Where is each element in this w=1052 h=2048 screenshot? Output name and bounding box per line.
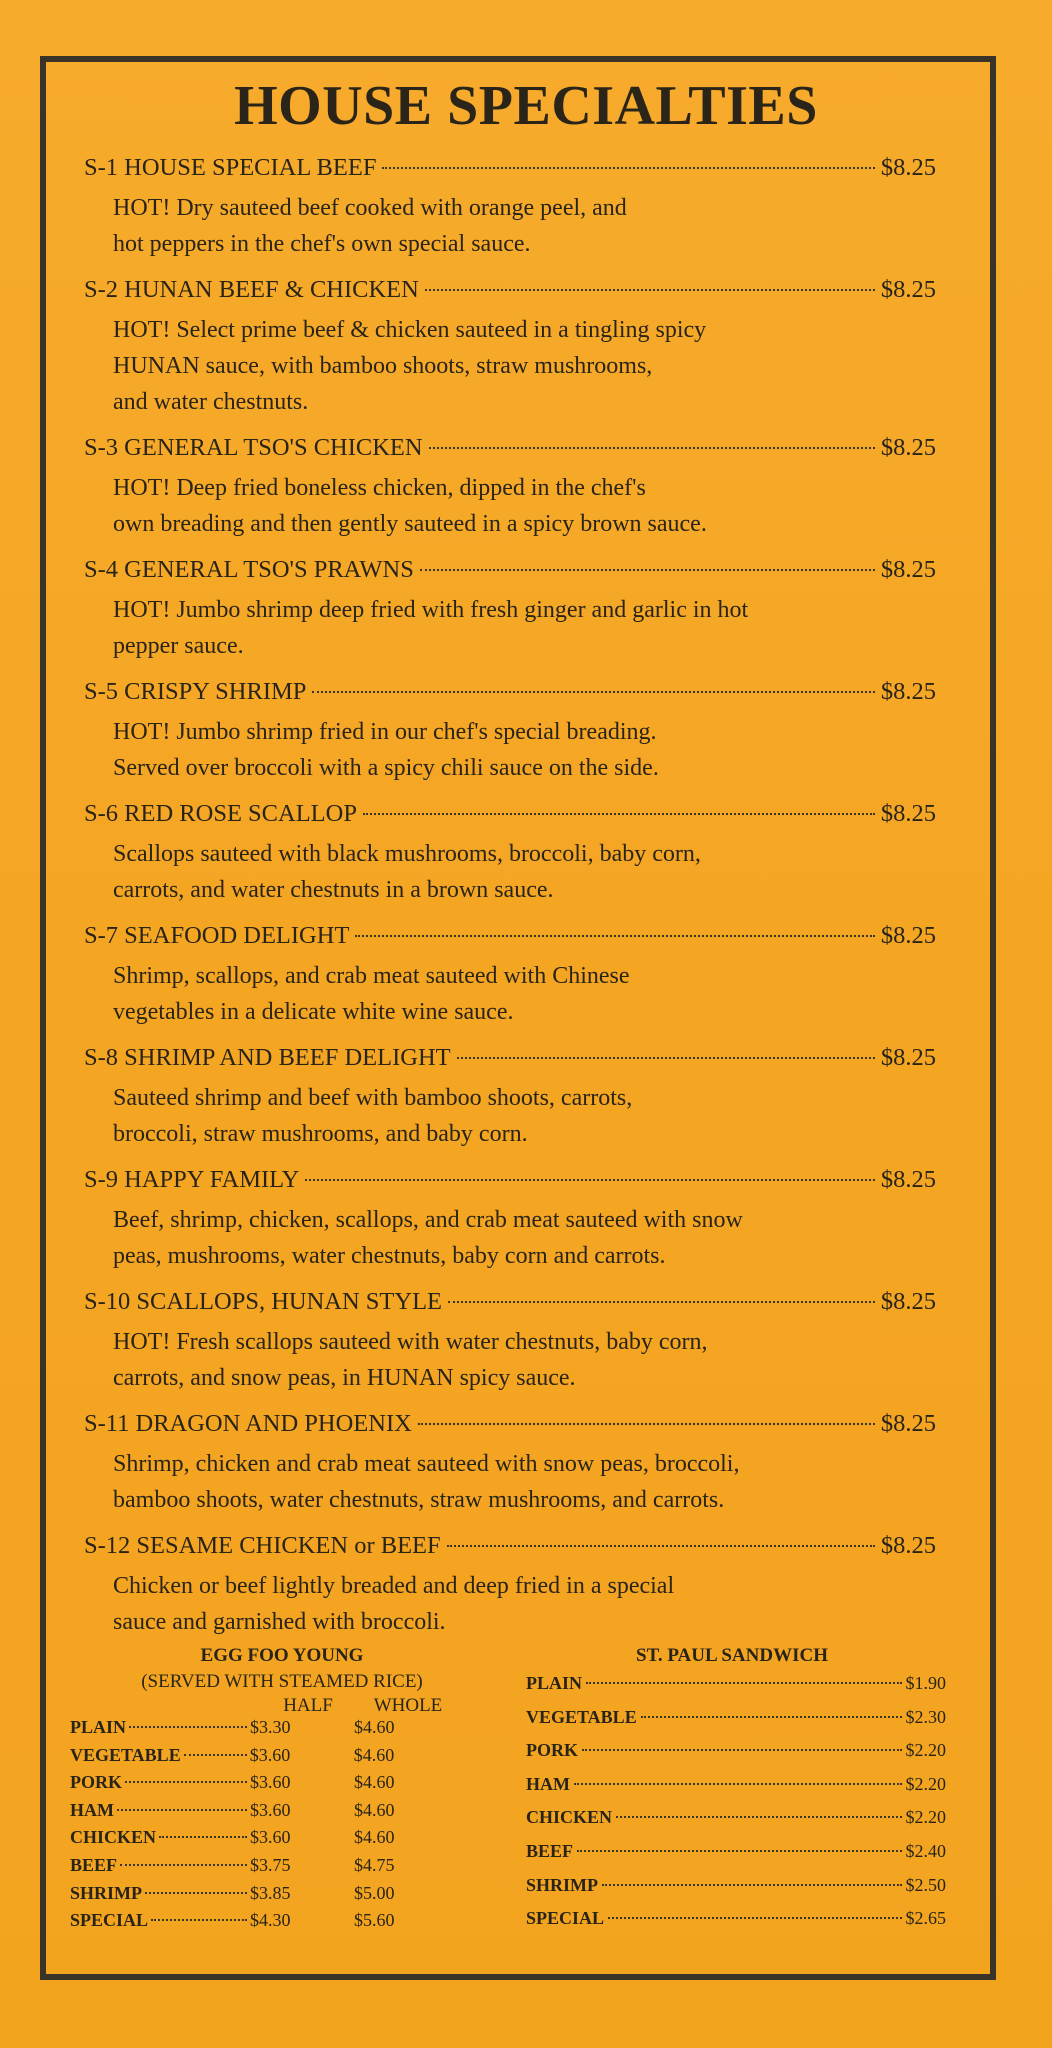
dot-leader bbox=[129, 1726, 247, 1728]
table-row bbox=[70, 1772, 500, 1800]
menu-item-name: S-5 CRISPY SHRIMP bbox=[84, 678, 307, 705]
table-row bbox=[526, 1774, 946, 1808]
half-price: $3.75 bbox=[250, 1854, 291, 1875]
whole-price: $4.60 bbox=[353, 1744, 395, 1765]
table-row bbox=[526, 1841, 946, 1875]
half-price: $3.30 bbox=[250, 1717, 291, 1737]
dot-leader bbox=[582, 1749, 902, 1751]
menu-item-price: $8.25 bbox=[880, 922, 936, 949]
egg-foo-young-column-headers bbox=[70, 1695, 500, 1717]
menu-item-header bbox=[84, 154, 936, 190]
menu-item-description bbox=[113, 714, 933, 786]
menu-item-name: S-3 GENERAL TSO'S CHICKEN bbox=[84, 434, 423, 461]
table-row bbox=[70, 1855, 500, 1883]
menu-item-price: $8.25 bbox=[880, 800, 936, 827]
dot-leader bbox=[363, 813, 875, 815]
dot-leader bbox=[447, 1545, 875, 1547]
description-line: HOT! Select prime beef & chicken sauteed in a tingling spicy bbox=[113, 317, 707, 343]
menu-item-description bbox=[113, 1568, 933, 1640]
dot-leader bbox=[577, 1850, 901, 1852]
table-row bbox=[526, 1807, 946, 1841]
description-line: HOT! Dry sauteed beef cooked with orange peel, and bbox=[113, 195, 627, 221]
menu-item-header bbox=[84, 276, 936, 312]
menu-item-name: S-1 HOUSE SPECIAL BEEF bbox=[84, 154, 377, 181]
description-line: vegetables in a delicate white wine sauce. bbox=[113, 999, 514, 1025]
row-price: $2.50 bbox=[905, 1874, 946, 1895]
row-price: $2.40 bbox=[905, 1840, 946, 1861]
row-name: SHRIMP bbox=[70, 1882, 142, 1903]
menu-item-header bbox=[84, 434, 936, 470]
menu-item bbox=[84, 1410, 936, 1518]
menu-item bbox=[84, 922, 936, 1030]
whole-column-header: WHOLE bbox=[373, 1695, 443, 1716]
row-price: $2.30 bbox=[905, 1706, 946, 1727]
half-price: $3.60 bbox=[250, 1799, 291, 1820]
row-name: PORK bbox=[70, 1772, 122, 1793]
menu-item-header bbox=[84, 678, 936, 714]
dot-leader bbox=[602, 1884, 902, 1886]
menu-item-name: S-7 SEAFOOD DELIGHT bbox=[84, 922, 350, 949]
specialties-list bbox=[84, 154, 936, 1654]
whole-price: $5.60 bbox=[354, 1910, 395, 1931]
menu-item-price: $8.25 bbox=[880, 1166, 936, 1193]
dot-leader bbox=[120, 1864, 247, 1866]
menu-item-description bbox=[113, 470, 933, 542]
half-price: $3.60 bbox=[250, 1772, 291, 1793]
row-name: PORK bbox=[526, 1740, 578, 1761]
dot-leader bbox=[457, 1057, 875, 1059]
dot-leader bbox=[125, 1781, 247, 1783]
description-line: HOT! Fresh scallops sauteed with water chestnuts, baby corn, bbox=[113, 1329, 708, 1355]
menu-item-description bbox=[113, 592, 933, 664]
dot-leader bbox=[608, 1917, 901, 1919]
st-paul-sandwich-title: ST. PAUL SANDWICH bbox=[636, 1645, 828, 1666]
description-line: own breading and then gently sauteed in a spicy brown sauce. bbox=[113, 511, 707, 537]
description-line: and water chestnuts. bbox=[113, 389, 309, 415]
whole-price: $4.60 bbox=[354, 1772, 395, 1793]
dot-leader bbox=[305, 1179, 875, 1181]
egg-foo-young-subtitle: (SERVED WITH STEAMED RICE) bbox=[141, 1671, 423, 1692]
row-name: SHRIMP bbox=[526, 1874, 598, 1895]
whole-price: $5.00 bbox=[354, 1882, 395, 1903]
row-name: HAM bbox=[526, 1773, 570, 1794]
description-line: HUNAN sauce, with bamboo shoots, straw mushrooms, bbox=[113, 353, 653, 379]
menu-item-header bbox=[84, 1410, 936, 1446]
dot-leader bbox=[616, 1816, 901, 1818]
half-price: $4.30 bbox=[250, 1910, 291, 1931]
menu-item-description bbox=[113, 312, 933, 420]
description-line: Shrimp, scallops, and crab meat sauteed with Chinese bbox=[113, 963, 630, 989]
description-line: carrots, and water chestnuts in a brown sauce. bbox=[113, 877, 554, 903]
menu-item bbox=[84, 276, 936, 420]
menu-item bbox=[84, 1166, 936, 1274]
row-name: BEEF bbox=[70, 1854, 118, 1875]
description-line: Shrimp, chicken and crab meat sauteed with snow peas, broccoli, bbox=[113, 1451, 740, 1477]
menu-item-price: $8.25 bbox=[880, 1288, 936, 1315]
dot-leader bbox=[151, 1919, 247, 1921]
menu-item bbox=[84, 800, 936, 908]
description-line: pepper sauce. bbox=[113, 633, 244, 659]
dot-leader bbox=[420, 569, 875, 571]
menu-item-price: $8.25 bbox=[880, 678, 936, 705]
menu-item-name: S-10 SCALLOPS, HUNAN STYLE bbox=[84, 1288, 443, 1315]
menu-item-price: $8.25 bbox=[880, 1532, 936, 1559]
menu-item bbox=[84, 556, 936, 664]
dot-leader bbox=[418, 1423, 875, 1425]
row-name: CHICKEN bbox=[70, 1827, 157, 1848]
dot-leader bbox=[117, 1809, 247, 1811]
dot-leader bbox=[448, 1301, 875, 1303]
menu-item bbox=[84, 1532, 936, 1640]
table-row bbox=[70, 1883, 500, 1911]
description-line: broccoli, straw mushrooms, and baby corn. bbox=[113, 1121, 528, 1147]
menu-item-description bbox=[113, 1324, 933, 1396]
menu-item-header bbox=[84, 1044, 936, 1080]
description-line: HOT! Jumbo shrimp deep fried with fresh ginger and garlic in hot bbox=[113, 597, 749, 623]
egg-foo-young-section bbox=[70, 1645, 500, 1938]
menu-item-name: S-8 SHRIMP AND BEEF DELIGHT bbox=[84, 1044, 451, 1071]
dot-leader bbox=[184, 1754, 247, 1756]
menu-item-price: $8.25 bbox=[880, 434, 936, 461]
menu-item-name: S-6 RED ROSE SCALLOP bbox=[84, 800, 357, 827]
table-row bbox=[526, 1673, 946, 1707]
dot-leader bbox=[429, 447, 875, 449]
menu-item-name: S-4 GENERAL TSO'S PRAWNS bbox=[84, 556, 414, 583]
table-row bbox=[70, 1910, 500, 1938]
menu-item-description bbox=[113, 1202, 933, 1274]
row-name: PLAIN bbox=[526, 1673, 583, 1693]
menu-item bbox=[84, 434, 936, 542]
row-price: $2.20 bbox=[905, 1740, 946, 1761]
table-row bbox=[526, 1875, 946, 1909]
menu-item bbox=[84, 678, 936, 786]
row-price: $2.20 bbox=[905, 1807, 946, 1828]
description-line: bamboo shoots, water chestnuts, straw mushrooms, and carrots. bbox=[113, 1487, 725, 1513]
dot-leader bbox=[641, 1716, 902, 1718]
description-line: sauce and garnished with broccoli. bbox=[113, 1609, 446, 1635]
menu-item-price: $8.25 bbox=[880, 154, 936, 181]
description-line: Beef, shrimp, chicken, scallops, and crab meat sauteed with snow bbox=[113, 1207, 743, 1233]
half-price: $3.60 bbox=[249, 1744, 291, 1765]
table-row bbox=[526, 1908, 946, 1942]
menu-item-price: $8.25 bbox=[880, 556, 936, 583]
description-line: peas, mushrooms, water chestnuts, baby corn and carrots. bbox=[113, 1243, 666, 1269]
menu-item-price: $8.25 bbox=[880, 1410, 936, 1437]
menu-item bbox=[84, 154, 936, 262]
table-row bbox=[70, 1827, 500, 1855]
menu-item-description bbox=[113, 1446, 933, 1518]
menu-item-header bbox=[84, 1166, 936, 1202]
dot-leader bbox=[382, 167, 874, 169]
row-name: VEGETABLE bbox=[526, 1706, 637, 1727]
table-row bbox=[526, 1707, 946, 1741]
description-line: hot peppers in the chef's own special sauce. bbox=[113, 231, 531, 257]
row-name: VEGETABLE bbox=[70, 1744, 181, 1765]
whole-price: $4.60 bbox=[354, 1799, 395, 1820]
description-line: carrots, and snow peas, in HUNAN spicy sauce. bbox=[113, 1365, 576, 1391]
row-name: SPECIAL bbox=[70, 1910, 149, 1931]
dot-leader bbox=[159, 1836, 247, 1838]
row-price: $2.20 bbox=[905, 1773, 946, 1794]
table-row bbox=[70, 1800, 500, 1828]
menu-item-name: S-2 HUNAN BEEF & CHICKEN bbox=[84, 276, 419, 303]
description-line: HOT! Jumbo shrimp fried in our chef's special breading. bbox=[113, 719, 657, 745]
menu-item-header bbox=[84, 1288, 936, 1324]
menu-item-header bbox=[84, 556, 936, 592]
dot-leader bbox=[574, 1783, 902, 1785]
whole-price: $4.60 bbox=[354, 1717, 395, 1737]
menu-item-price: $8.25 bbox=[880, 276, 936, 303]
row-name: CHICKEN bbox=[526, 1807, 613, 1828]
dot-leader bbox=[312, 691, 874, 693]
st-paul-sandwich-section bbox=[526, 1645, 946, 1942]
dot-leader bbox=[145, 1892, 247, 1894]
half-price: $3.60 bbox=[250, 1827, 291, 1848]
menu-item-description bbox=[113, 1080, 933, 1152]
menu-item-price: $8.25 bbox=[880, 1044, 936, 1071]
menu-item-name: S-9 HAPPY FAMILY bbox=[84, 1166, 300, 1193]
menu-item bbox=[84, 1044, 936, 1152]
row-name: SPECIAL bbox=[526, 1908, 605, 1929]
dot-leader bbox=[355, 935, 874, 937]
menu-item-name: S-12 SESAME CHICKEN or BEEF bbox=[84, 1532, 441, 1559]
half-price: $3.85 bbox=[250, 1882, 291, 1903]
whole-price: $4.75 bbox=[354, 1854, 395, 1875]
egg-foo-young-title: EGG FOO YOUNG bbox=[200, 1645, 364, 1666]
row-name: PLAIN bbox=[70, 1717, 127, 1737]
table-row bbox=[70, 1745, 500, 1773]
description-line: HOT! Deep fried boneless chicken, dipped in the chef's bbox=[113, 475, 646, 501]
row-price: $1.90 bbox=[905, 1673, 946, 1693]
menu-item-header bbox=[84, 800, 936, 836]
menu-item-description bbox=[113, 836, 933, 908]
dot-leader bbox=[586, 1682, 901, 1684]
table-row bbox=[526, 1740, 946, 1774]
row-name: HAM bbox=[70, 1799, 114, 1820]
st-paul-sandwich-rows bbox=[526, 1673, 946, 1942]
menu-item-header bbox=[84, 922, 936, 958]
whole-price: $4.60 bbox=[354, 1827, 395, 1848]
description-line: Chicken or beef lightly breaded and deep fried in a special bbox=[113, 1573, 675, 1599]
description-line: Served over broccoli with a spicy chili sauce on the side. bbox=[113, 755, 659, 781]
menu-item-description bbox=[113, 958, 933, 1030]
dot-leader bbox=[425, 289, 875, 291]
menu-item-name: S-11 DRAGON AND PHOENIX bbox=[84, 1410, 412, 1437]
page-title: HOUSE SPECIALTIES bbox=[234, 75, 818, 137]
description-line: Sauteed shrimp and beef with bamboo shoots, carrots, bbox=[113, 1085, 633, 1111]
row-name: BEEF bbox=[526, 1840, 574, 1861]
menu-item bbox=[84, 1288, 936, 1396]
half-column-header: HALF bbox=[283, 1695, 333, 1716]
row-price: $2.65 bbox=[905, 1908, 946, 1929]
description-line: Scallops sauteed with black mushrooms, broccoli, baby corn, bbox=[113, 841, 701, 867]
menu-item-description bbox=[113, 190, 933, 262]
egg-foo-young-rows bbox=[70, 1717, 500, 1938]
table-row bbox=[70, 1717, 500, 1745]
menu-item-header bbox=[84, 1532, 936, 1568]
